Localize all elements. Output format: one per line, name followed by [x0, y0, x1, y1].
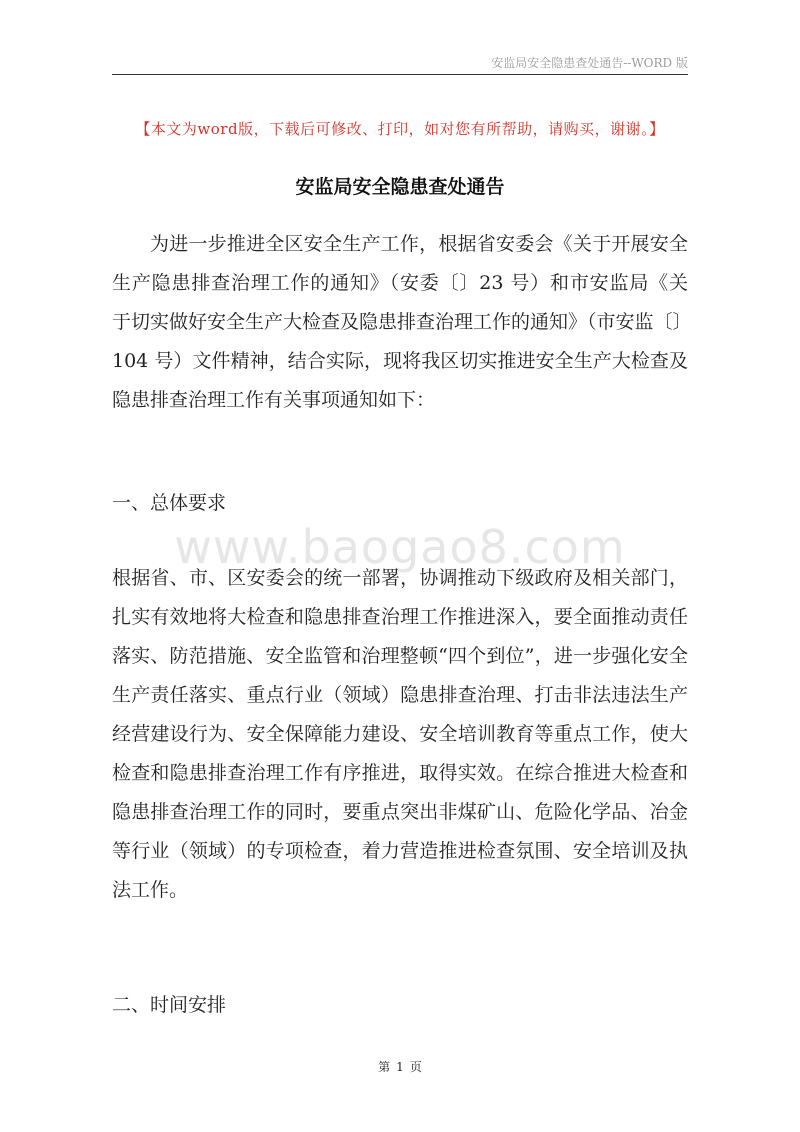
body-line-7: 隐患排查治理工作的同时，要重点突出非煤矿山、危险化学品、冶金: [112, 801, 688, 823]
body-line-8: 等行业（领域）的专项检查，着力营造推进检查氛围、安全培训及执: [112, 840, 688, 862]
intro-line-4: 104 号）文件精神，结合实际，现将我区切实推进安全生产大检查及: [112, 350, 688, 372]
intro-line-1: 为进一步推进全区安全生产工作，根据省安委会《关于开展安全: [150, 233, 688, 255]
body-line-5: 经营建设行为、安全保障能力建设、安全培训教育等重点工作，使大: [112, 723, 688, 745]
section-heading-general-requirements: 一、总体要求: [112, 492, 227, 514]
body-line-9: 法工作。: [112, 879, 189, 901]
document-title: 安监局安全隐患查处通告: [295, 176, 505, 198]
body-line-1: 根据省、市、区安委会的统一部署，协调推动下级政府及相关部门，: [112, 567, 688, 589]
running-header: 安监局安全隐患查处通告--WORD 版: [491, 56, 688, 70]
body-line-2: 扎实有效地将大检查和隐患排查治理工作推进深入，要全面推动责任: [112, 606, 688, 628]
intro-line-5: 隐患排查治理工作有关事项通知如下：: [112, 389, 436, 411]
intro-line-3: 于切实做好安全生产大检查及隐患排查治理工作的通知》（市安监〔〕: [112, 311, 692, 333]
body-line-3: 落实、防范措施、安全监管和治理整顿“四个到位”，进一步强化安全: [112, 645, 688, 667]
intro-line-2: 生产隐患排查治理工作的通知》（安委〔〕23 号）和市安监局《关: [112, 272, 688, 294]
header-divider: [112, 74, 688, 75]
intro-paragraph: [112, 225, 692, 420]
body-line-4: 生产责任落实、重点行业（领域）隐患排查治理、打击非法违法生产: [112, 684, 688, 706]
body-line-6: 检查和隐患排查治理工作有序推进，取得实效。在综合推进大检查和: [112, 762, 688, 784]
section-heading-schedule: 二、时间安排: [112, 994, 227, 1016]
page-number-prefix: 第: [378, 1060, 391, 1074]
general-requirements-paragraph: [112, 559, 688, 910]
watermark: www.baogao8.com: [174, 520, 626, 574]
page-number: [112, 1058, 688, 1075]
page-number-value: 1: [396, 1060, 404, 1074]
purchase-notice: 【本文为word版，下载后可修改、打印，如对您有所帮助，请购买，谢谢。】: [135, 120, 665, 138]
page-number-suffix: 页: [409, 1060, 422, 1074]
